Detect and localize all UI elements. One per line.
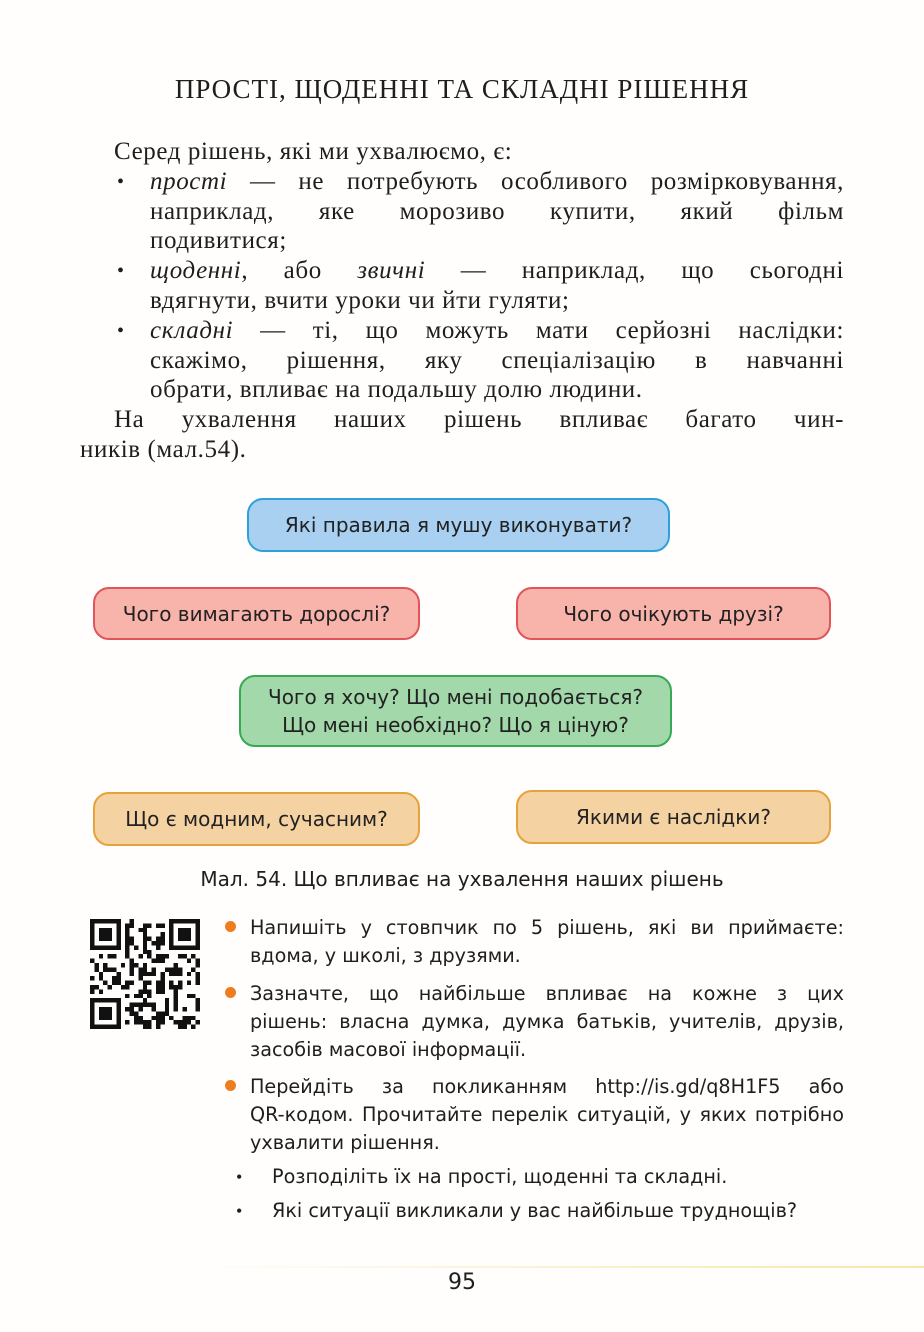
bullet-1-line-2: наприклад, яке морозиво купити, який фільм [150,198,844,225]
paragraph-line-1: На ухвалення наших рішень впливає багато чин- [114,406,844,433]
task-2-line-2: рішень: власна думка, думка батьків, учителів, друзів, [250,1010,844,1033]
box-self [239,675,672,747]
sub-bullet-dot: • [236,1201,243,1221]
bullet-2-line-2: вдягнути, вчити уроки чи йти гуляти; [150,287,570,314]
sub-bullet-dot: • [236,1167,243,1187]
bullet-1-text: — не потребують особливого розмірковування, [227,168,844,195]
task-1-line-2: вдома, у школі, з друзями. [250,944,521,967]
task-3-line-1: Перейдіть за покликанням http://is.gd/q8H1F5 або [250,1075,844,1098]
bullet-dot: • [117,260,125,282]
box-fashion: Що є модним, сучасним? [93,792,420,846]
term-daily: щоденні [150,257,242,284]
bullet-2-text: — наприклад, що сьогодні [425,257,845,284]
section-heading: ПРОСТІ, ЩОДЕННІ ТА СКЛАДНІ РІШЕННЯ [174,74,750,104]
box-rules: Які правила я мушу виконувати? [247,498,670,552]
figure-caption: Мал. 54. Що впливає на ухвалення наших рішень [200,867,724,891]
task-marker-icon [225,921,236,932]
task-3-line-3: ухвалити рішення. [250,1131,440,1154]
page-number: 95 [448,1270,476,1295]
bullet-3-line-1 [150,316,844,346]
box-consequences: Якими є наслідки? [516,790,831,844]
paragraph-line-2: ників (мал.54). [80,436,247,463]
bullet-3-line-2: скажімо, рішення, яку спеціалізацію в навчанні [150,347,844,374]
bullet-dot: • [117,171,125,193]
box-self-line-1: Чого я хочу? Що мені подобається? [267,685,643,709]
task-marker-icon [225,1080,236,1091]
task-2-line-3: засобів масової інформації. [250,1038,527,1061]
bullet-dot: • [117,320,125,342]
bullet-1-line-1 [150,167,844,197]
task-marker-icon [225,987,236,998]
bullet-2-line-1 [150,256,844,286]
bullet-2-mid: , або [241,257,358,284]
bullet-1-line-3: подивитися; [150,227,287,254]
bullet-3-line-3: обрати, впливає на подальшу долю людини. [150,376,643,403]
task-1-line-1: Напишіть у стовпчик по 5 рішень, які ви приймаєте: [250,916,844,939]
term-complex: складні [150,317,234,344]
subtask-1: Розподіліть їх на прості, щоденні та складні. [272,1165,728,1188]
term-simple: прості [150,168,228,195]
box-self-line-2: Що мені необхідно? Що я ціную? [282,713,629,737]
qr-code-icon[interactable] [90,919,200,1029]
box-adults: Чого вимагають дорослі? [93,587,420,640]
box-friends: Чого очікують друзі? [516,587,831,640]
task-3-line-2: QR-кодом. Прочитайте перелік ситуацій, у яких потрібно [250,1103,844,1126]
intro-text: Серед рішень, які ми ухвалюємо, є: [114,138,513,165]
task-2-line-1: Зазначте, що найбільше впливає на кожне з цих [250,982,844,1005]
term-habitual: звичні [357,257,426,284]
bullet-3-text: — ті, що можуть мати серйозні наслідки: [233,317,844,344]
subtask-2: Які ситуації викликали у вас найбільше труднощів? [272,1199,798,1222]
